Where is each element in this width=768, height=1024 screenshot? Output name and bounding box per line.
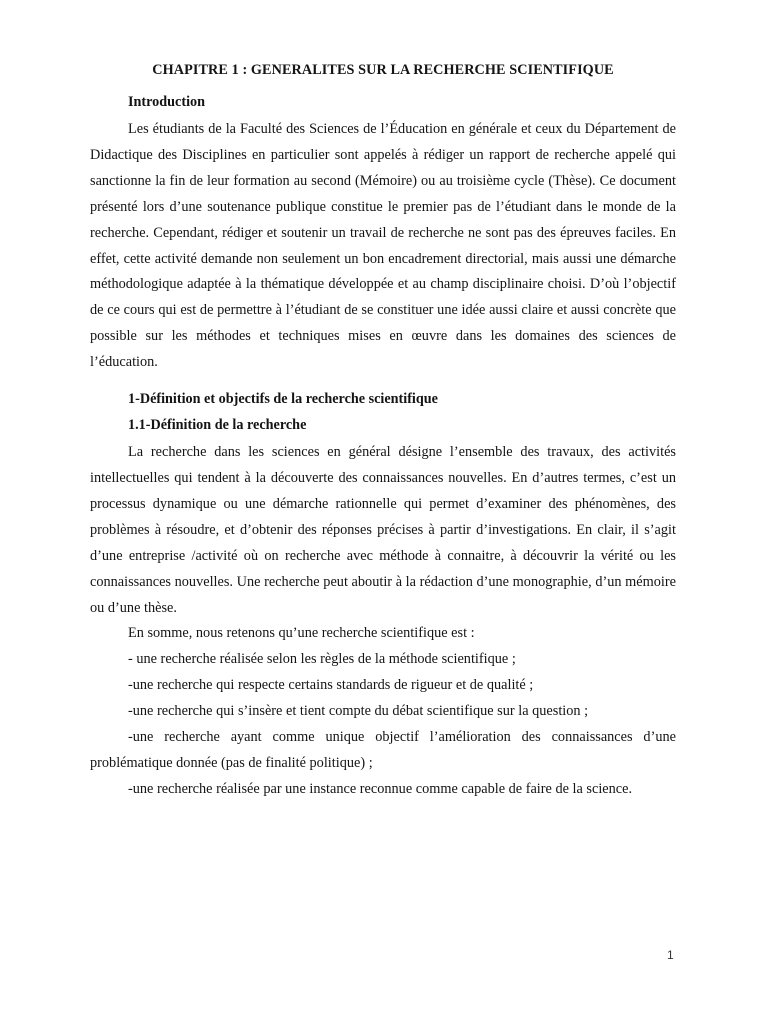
list-item: -une recherche ayant comme unique objectif l’amélioration des connaissances d’une problématique donnée (pas de finalité politique) ; xyxy=(90,729,676,771)
summary-intro: En somme, nous retenons qu’une recherche scientifique est : xyxy=(128,625,475,642)
chapter-title: CHAPITRE 1 : GENERALITES SUR LA RECHERCHE SCIENTIFIQUE xyxy=(152,62,614,78)
list-item: -une recherche qui respecte certains standards de rigueur et de qualité ; xyxy=(128,677,534,694)
list-item: -une recherche qui s’insère et tient compte du débat scientifique sur la question ; xyxy=(128,703,589,720)
introduction-heading: Introduction xyxy=(128,94,205,110)
list-item: - une recherche réalisée selon les règles de la méthode scientifique ; xyxy=(128,651,516,668)
subsection-1-1-heading: 1.1-Définition de la recherche xyxy=(128,417,307,434)
definition-paragraph: La recherche dans les sciences en général désigne l’ensemble des travaux, des activités intellectuelles qui tendent à la découverte des connaissances nouvelles. En d’autres termes, c’est un processus dynamique ou une démarche rationnelle qui permet d’examiner des phénomènes, des problèmes à résoudre, et d’obtenir des réponses précises à partir d’investigations. En clair, il s’agit d’une entreprise /activité où on recherche avec méthode à connaitre, à découvrir la vérité ou les connaissances nouvelles. Une recherche peut aboutir à la rédaction d’une monographie, d’un mémoire ou d’une thèse. xyxy=(90,444,676,616)
document-page xyxy=(90,59,676,803)
introduction-paragraph: Les étudiants de la Faculté des Sciences de l’Éducation en générale et ceux du Département de Didactique des Disciplines en particulier sont appelés à rédiger un rapport de recherche appelé qui sanctionne la fin de leur formation au second (Mémoire) ou au troisième cycle (Thèse). Ce document présenté lors d’une soutenance publique constitue le premier pas de l’étudiant dans le monde de la recherche. Cependant, rédiger et soutenir un travail de recherche ne sont pas des épreuves faciles. En effet, cette activité demande non seulement un bon encadrement directorial, mais aussi une démarche méthodologique adaptée à la thématique développée et au champ disciplinaire choisi. D’où l’objectif de ce cours qui est de permettre à l’étudiant de se constituer une idée aussi claire et aussi concrète que possible sur les méthodes et techniques mises en œuvre dans les domaines des sciences de l’éducation. xyxy=(90,121,676,371)
page-number: 1 xyxy=(667,948,674,962)
list-item: -une recherche réalisée par une instance reconnue comme capable de faire de la science. xyxy=(128,780,633,797)
section-1-heading: 1-Définition et objectifs de la recherche scientifique xyxy=(128,391,438,408)
